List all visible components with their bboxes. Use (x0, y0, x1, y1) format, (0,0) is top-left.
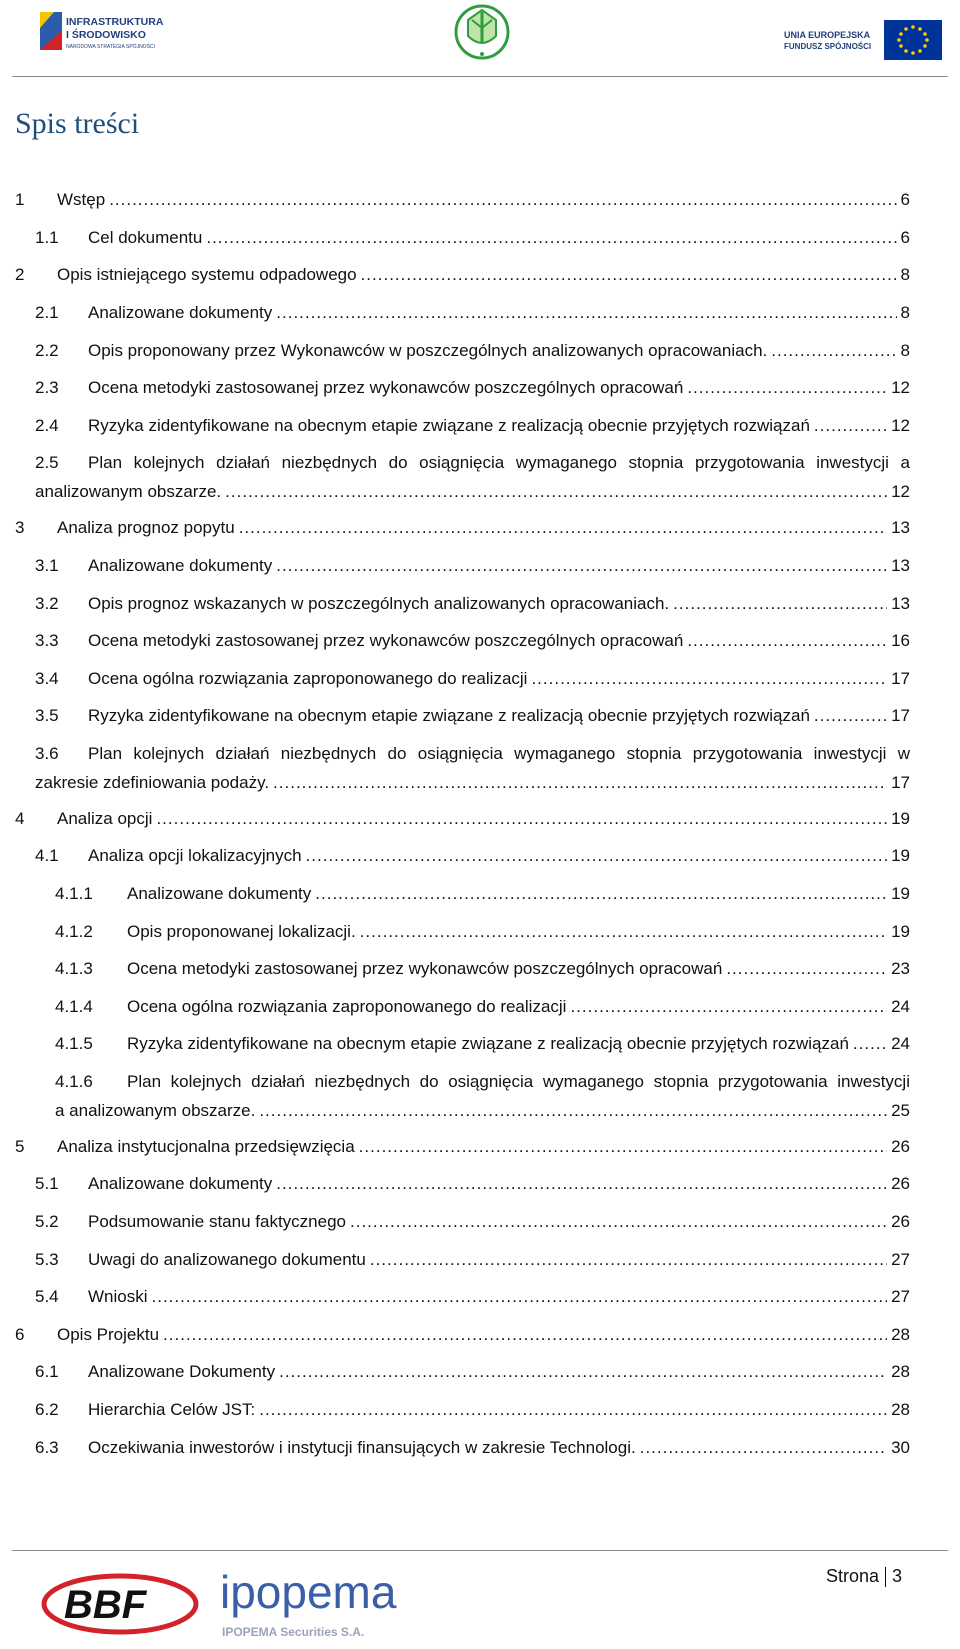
toc-leader-dots (771, 336, 896, 365)
toc-leader-dots (853, 1029, 887, 1058)
toc-page-number: 6 (900, 228, 910, 247)
toc-entry[interactable] (35, 1433, 910, 1462)
toc-leader-dots (726, 954, 887, 983)
toc-text: Analizowane dokumenty (88, 303, 273, 322)
toc-entry[interactable] (55, 954, 910, 983)
toc-text: Analiza instytucjonalna przedsięwzięcia (57, 1137, 355, 1156)
toc-page-number: 6 (900, 190, 910, 209)
toc-text: Analizowane dokumenty (88, 556, 273, 575)
bbf-logo-text: BBF (64, 1583, 147, 1627)
toc-page-number: 16 (891, 631, 910, 650)
logo-ris-line2: I ŚRODOWISKO (66, 29, 146, 41)
toc-entry[interactable] (35, 298, 910, 327)
toc-text: Plan kolejnych działań niezbędnych do osiągnięcia wymaganego stopnia przygotowania inwestycji (127, 1072, 910, 1091)
toc-entry[interactable] (15, 804, 910, 833)
toc-text: Opis Projektu (57, 1325, 160, 1344)
toc-text: Wstęp (57, 190, 106, 209)
toc-text: Opis prognoz wskazanych w poszczególnych analizowanych opracowaniach. (88, 594, 670, 613)
footer-divider (12, 1550, 948, 1551)
toc-text: Analizowane dokumenty (127, 884, 312, 903)
toc-page-number: 13 (891, 518, 910, 537)
page-number: 3 (892, 1566, 903, 1586)
toc-text: Plan kolejnych działań niezbędnych do osiągnięcia wymaganego stopnia przygotowania inwestycji w (88, 744, 910, 763)
toc-page-number: 26 (891, 1212, 910, 1231)
toc-entry[interactable] (35, 223, 910, 252)
toc-text: Ocena ogólna rozwiązania zaproponowanego do realizacji (127, 997, 567, 1016)
ipopema-logo (220, 1558, 400, 1642)
toc-number: 3.1 (35, 556, 59, 575)
toc-page-number: 12 (891, 378, 910, 397)
toc-entry[interactable] (35, 589, 910, 618)
toc-entry[interactable] (55, 879, 910, 908)
toc-number: 2.1 (35, 303, 59, 322)
toc-leader-dots (259, 1096, 887, 1125)
toc-page-number: 12 (891, 416, 910, 435)
toc-page-number: 30 (891, 1438, 910, 1457)
logo-ris-line1: INFRASTRUKTURA (66, 16, 164, 28)
toc-number: 5.3 (35, 1250, 59, 1269)
toc-number: 4 (15, 809, 25, 828)
page-number-footer (826, 1566, 902, 1587)
toc-leader-dots (361, 260, 897, 289)
toc-page-number: 27 (891, 1250, 910, 1269)
toc-number: 3.4 (35, 669, 59, 688)
toc-entry[interactable] (35, 448, 910, 506)
toc-number: 6.3 (35, 1438, 59, 1457)
toc-text: Ryzyka zidentyfikowane na obecnym etapie związane z realizacją obecnie przyjętych rozwiązań (127, 1034, 849, 1053)
toc-entry[interactable] (35, 1282, 910, 1311)
toc-leader-dots (673, 589, 887, 618)
toc-leader-dots (640, 1433, 887, 1462)
toc-entry[interactable] (55, 1067, 910, 1125)
toc-leader-dots (259, 1395, 887, 1424)
toc-page-number: 19 (891, 809, 910, 828)
toc-leader-dots (359, 1132, 887, 1161)
toc-leader-dots (276, 298, 896, 327)
toc-leader-dots (350, 1207, 887, 1236)
toc-entry[interactable] (15, 1320, 910, 1349)
toc-leader-dots (687, 373, 887, 402)
toc-text: Analiza prognoz popytu (57, 518, 235, 537)
toc-entry[interactable] (35, 701, 910, 730)
toc-number: 3 (15, 518, 25, 537)
ipopema-logo-text: ipopema (220, 1566, 397, 1618)
toc-entry[interactable] (35, 1207, 910, 1236)
toc-number: 3.5 (35, 706, 59, 725)
toc-entry[interactable] (55, 992, 910, 1021)
toc-entry[interactable] (35, 841, 910, 870)
logo-ue-line2: FUNDUSZ SPÓJNOŚCI (784, 42, 872, 51)
toc-text: Opis proponowanej lokalizacji. (127, 922, 356, 941)
toc-leader-dots (163, 1320, 887, 1349)
toc-number: 5.4 (35, 1287, 59, 1306)
toc-leader-dots (687, 626, 887, 655)
toc-number: 1.1 (35, 228, 59, 247)
toc-text: Analizowane Dokumenty (88, 1362, 276, 1381)
toc-number: 5.2 (35, 1212, 59, 1231)
toc-page-number: 19 (891, 884, 910, 903)
toc-page-number: 27 (891, 1287, 910, 1306)
toc-entry[interactable] (35, 411, 910, 440)
toc-text-continued: a analizowanym obszarze. (55, 1101, 256, 1120)
toc-text: Oczekiwania inwestorów i instytucji finansujących w zakresie Technologi. (88, 1438, 636, 1457)
toc-number: 4.1.4 (55, 997, 93, 1016)
toc-page-number: 23 (891, 959, 910, 978)
toc-text: Ocena metodyki zastosowanej przez wykonawców poszczególnych opracowań (88, 631, 684, 650)
infrastruktura-srodowisko-logo (40, 10, 180, 56)
toc-number: 2.3 (35, 378, 59, 397)
toc-text-continued: analizowanym obszarze. (35, 482, 222, 501)
toc-page-number: 8 (900, 265, 910, 284)
toc-number: 3.2 (35, 594, 59, 613)
association-emblem-logo (452, 2, 512, 64)
toc-page-number: 13 (891, 556, 910, 575)
toc-entry[interactable] (35, 1245, 910, 1274)
toc-entry[interactable] (35, 664, 910, 693)
page-label: Strona (826, 1566, 880, 1586)
toc-text: Ryzyka zidentyfikowane na obecnym etapie związane z realizacją obecnie przyjętych rozwiązań (88, 706, 810, 725)
logo-ue-line1: UNIA EUROPEJSKA (784, 30, 871, 40)
page-header (0, 0, 960, 78)
toc-number: 6.1 (35, 1362, 59, 1381)
toc-leader-dots (276, 1169, 887, 1198)
eu-cohesion-fund-logo (784, 20, 944, 64)
toc-entry[interactable] (35, 1395, 910, 1424)
toc-number: 2.4 (35, 416, 59, 435)
toc-number: 4.1.3 (55, 959, 93, 978)
page-separator (885, 1567, 886, 1587)
toc-page-number: 28 (891, 1325, 910, 1344)
toc-text: Hierarchia Celów JST: (88, 1400, 256, 1419)
toc-page-number: 28 (891, 1362, 910, 1381)
toc-leader-dots (239, 513, 887, 542)
toc-leader-dots (370, 1245, 887, 1274)
toc-entry[interactable] (15, 185, 910, 214)
toc-page-number: 8 (900, 303, 910, 322)
toc-text: Opis istniejącego systemu odpadowego (57, 265, 357, 284)
toc-page-number: 26 (891, 1137, 910, 1156)
toc-page-number: 17 (891, 773, 910, 792)
toc-leader-dots (570, 992, 887, 1021)
toc-leader-dots (109, 185, 896, 214)
toc-number: 4.1 (35, 846, 59, 865)
toc-entry[interactable] (35, 739, 910, 797)
toc-number: 5 (15, 1137, 25, 1156)
toc-text-continued: zakresie zdefiniowania podaży. (35, 773, 270, 792)
toc-number: 6 (15, 1325, 25, 1344)
toc-text: Opis proponowany przez Wykonawców w poszczególnych analizowanych opracowaniach. (88, 341, 768, 360)
toc-leader-dots (279, 1357, 887, 1386)
toc-leader-dots (531, 664, 887, 693)
toc-text: Ryzyka zidentyfikowane na obecnym etapie związane z realizacją obecnie przyjętych rozwiązań (88, 416, 810, 435)
toc-leader-dots (156, 804, 887, 833)
toc-page-number: 24 (891, 1034, 910, 1053)
toc-leader-dots (276, 551, 887, 580)
toc-leader-dots (814, 411, 887, 440)
toc-entry[interactable] (15, 513, 910, 542)
toc-page-number: 24 (891, 997, 910, 1016)
toc-text: Uwagi do analizowanego dokumentu (88, 1250, 366, 1269)
toc-text: Analiza opcji lokalizacyjnych (88, 846, 302, 865)
toc-leader-dots (152, 1282, 888, 1311)
toc-leader-dots (225, 477, 887, 506)
toc-title: Spis treści (15, 107, 140, 140)
toc-text: Analizowane dokumenty (88, 1174, 273, 1193)
toc-number: 4.1.5 (55, 1034, 93, 1053)
toc-entry[interactable] (55, 1029, 910, 1058)
toc-number: 4.1.6 (55, 1072, 93, 1091)
toc-number: 6.2 (35, 1400, 59, 1419)
toc-leader-dots (273, 768, 887, 797)
toc-entry[interactable] (15, 260, 910, 289)
toc-entry[interactable] (35, 1169, 910, 1198)
header-divider (12, 76, 948, 77)
ipopema-logo-subtitle: IPOPEMA Securities S.A. (222, 1625, 365, 1639)
toc-page-number: 25 (891, 1101, 910, 1120)
toc-text: Plan kolejnych działań niezbędnych do osiągnięcia wymaganego stopnia przygotowania inwestycji a (88, 453, 910, 472)
toc-page-number: 12 (891, 482, 910, 501)
toc-number: 2.2 (35, 341, 59, 360)
toc-page-number: 8 (900, 341, 910, 360)
toc-page-number: 17 (891, 669, 910, 688)
toc-entry[interactable] (55, 917, 910, 946)
toc-text: Cel dokumentu (88, 228, 203, 247)
toc-text: Ocena metodyki zastosowanej przez wykonawców poszczególnych opracowań (127, 959, 723, 978)
toc-number: 5.1 (35, 1174, 59, 1193)
toc-page-number: 13 (891, 594, 910, 613)
logo-ris-line3: NARODOWA STRATEGIA SPÓJNOŚCI (66, 44, 155, 50)
toc-number: 2.5 (35, 453, 59, 472)
bbf-logo (40, 1560, 200, 1638)
toc-text: Podsumowanie stanu faktycznego (88, 1212, 346, 1231)
toc-entry[interactable] (35, 373, 910, 402)
toc-page-number: 17 (891, 706, 910, 725)
toc-page-number: 26 (891, 1174, 910, 1193)
toc-text: Ocena ogólna rozwiązania zaproponowanego do realizacji (88, 669, 528, 688)
toc-text: Ocena metodyki zastosowanej przez wykonawców poszczególnych opracowań (88, 378, 684, 397)
toc-text: Wnioski (88, 1287, 148, 1306)
toc-entry[interactable] (15, 1132, 910, 1161)
toc-page-number: 19 (891, 846, 910, 865)
toc-entry[interactable] (35, 551, 910, 580)
toc-number: 3.6 (35, 744, 59, 763)
toc-number: 4.1.2 (55, 922, 93, 941)
toc-leader-dots (206, 223, 896, 252)
toc-number: 2 (15, 265, 25, 284)
toc-entry[interactable] (35, 1357, 910, 1386)
toc-leader-dots (306, 841, 888, 870)
toc-number: 3.3 (35, 631, 59, 650)
toc-entry[interactable] (35, 626, 910, 655)
toc-leader-dots (360, 917, 887, 946)
toc-page-number: 19 (891, 922, 910, 941)
toc-leader-dots (315, 879, 887, 908)
toc-page-number: 28 (891, 1400, 910, 1419)
toc-entry[interactable] (35, 336, 910, 365)
toc-number: 4.1.1 (55, 884, 93, 903)
toc-leader-dots (814, 701, 887, 730)
toc-text: Analiza opcji (57, 809, 153, 828)
toc-number: 1 (15, 190, 25, 209)
